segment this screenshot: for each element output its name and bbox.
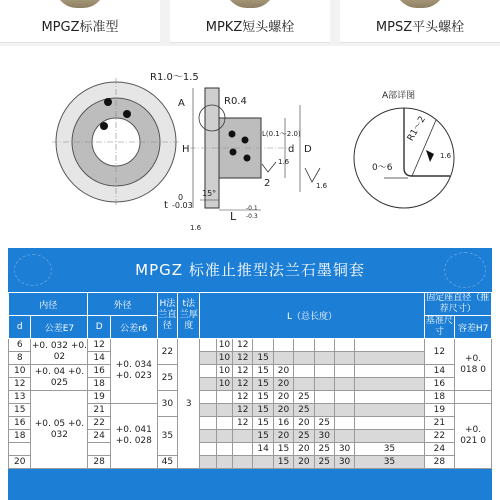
product-cards — [0, 0, 500, 46]
label-zero-6: 0～6 — [372, 163, 393, 173]
label-angle: 15° — [202, 189, 217, 198]
header-total-length: L（总长度） — [200, 293, 424, 339]
product-label: MPKZ短头螺栓 — [205, 20, 295, 35]
watermark-icon — [444, 252, 486, 288]
table-title-text: MPGZ 标准止推型法兰石墨铜套 — [135, 261, 365, 279]
label-l-tolerance-2: -0.3 — [246, 213, 258, 220]
header-tolerance-h7: 容差H7 — [455, 316, 492, 339]
table-row: 16 22 35 12 15 16 20 25 21 — [9, 417, 492, 430]
header-outer-diameter: 外径 — [88, 293, 157, 316]
header-seat-diameter: 固定座直径（推荐尺寸） — [424, 293, 491, 316]
table-row: 20 28 45 15 20 25 30 35 28 — [9, 456, 492, 469]
table-title — [8, 248, 492, 292]
header-base-size: 基准尺寸 — [425, 316, 453, 337]
label-d-large: D — [304, 144, 312, 155]
label-l-tolerance-1: -0.1 — [246, 205, 258, 212]
label-l-dim: L(0.1～2.0) — [262, 130, 301, 138]
front-view — [52, 78, 180, 206]
table-row: 8 14 10 12 15 — [9, 352, 492, 365]
table-row: 14 15 20 25 30 35 24 — [9, 443, 492, 456]
label-r04: R0.4 — [224, 96, 247, 107]
table-row: 6 +0. 032 +0. 02 12 +0. 034 +0. 023 22 3 10 12 12 +0. 018 0 — [9, 339, 492, 352]
technical-drawing — [0, 60, 500, 238]
label-d-small: d — [288, 144, 295, 155]
detail-a-view — [354, 108, 454, 208]
label-zero: 0 — [178, 193, 184, 202]
table-row: 18 24 15 20 25 30 22 — [9, 430, 492, 443]
product-card-mpgz[interactable] — [0, 0, 160, 43]
label-length: L — [230, 210, 237, 223]
label-a: A — [178, 98, 185, 109]
product-photo — [395, 0, 445, 8]
header-outer-d: D — [88, 316, 110, 339]
label-r-range: R1.0～1.5 — [150, 72, 199, 83]
label-two: 2 — [264, 178, 271, 189]
label-finish-a: 1.6 — [278, 158, 290, 166]
label-finish-b: 1.6 — [316, 182, 328, 190]
product-photo — [55, 0, 105, 8]
header-flange-thickness: t法兰厚度 — [178, 293, 200, 339]
header-tolerance-r6: 公差r6 — [110, 316, 157, 339]
table-row: 15 21 +0. 041 +0. 028 12 15 20 25 19 +0. 021 0 — [9, 404, 492, 417]
label-detail-title: A部详图 — [382, 91, 416, 101]
label-t-tolerance: -0.03 — [172, 201, 193, 210]
label-finish-c: 1.6 — [190, 224, 202, 232]
header-d: d — [9, 316, 31, 339]
table-row: 10 +0. 04 +0. 025 16 25 10 12 15 20 14 — [9, 365, 492, 378]
spec-table — [8, 292, 492, 469]
label-t: t — [164, 200, 168, 211]
drawing-svg — [0, 60, 500, 238]
header-flange-diameter: H法兰直径 — [157, 293, 177, 339]
product-label: MPGZ标准型 — [41, 20, 119, 35]
product-photo — [225, 0, 275, 8]
label-finish-d: 1.6 — [440, 152, 452, 160]
label-r-1-2: R1～2 — [405, 114, 428, 143]
table-row: 12 18 10 12 15 20 16 — [9, 378, 492, 391]
watermark-icon — [14, 254, 52, 286]
header-inner-diameter: 内径 — [9, 293, 88, 316]
label-h: H — [182, 144, 190, 155]
header-tolerance-e7: 公差E7 — [31, 316, 88, 339]
product-card-mpkz[interactable] — [170, 0, 330, 43]
product-card-mpsz[interactable] — [340, 0, 500, 43]
table-row: 13 +0. 05 +0. 032 19 30 12 15 20 25 18 — [9, 391, 492, 404]
spec-table-section — [8, 248, 492, 500]
product-label: MPSZ平头螺栓 — [375, 20, 465, 35]
